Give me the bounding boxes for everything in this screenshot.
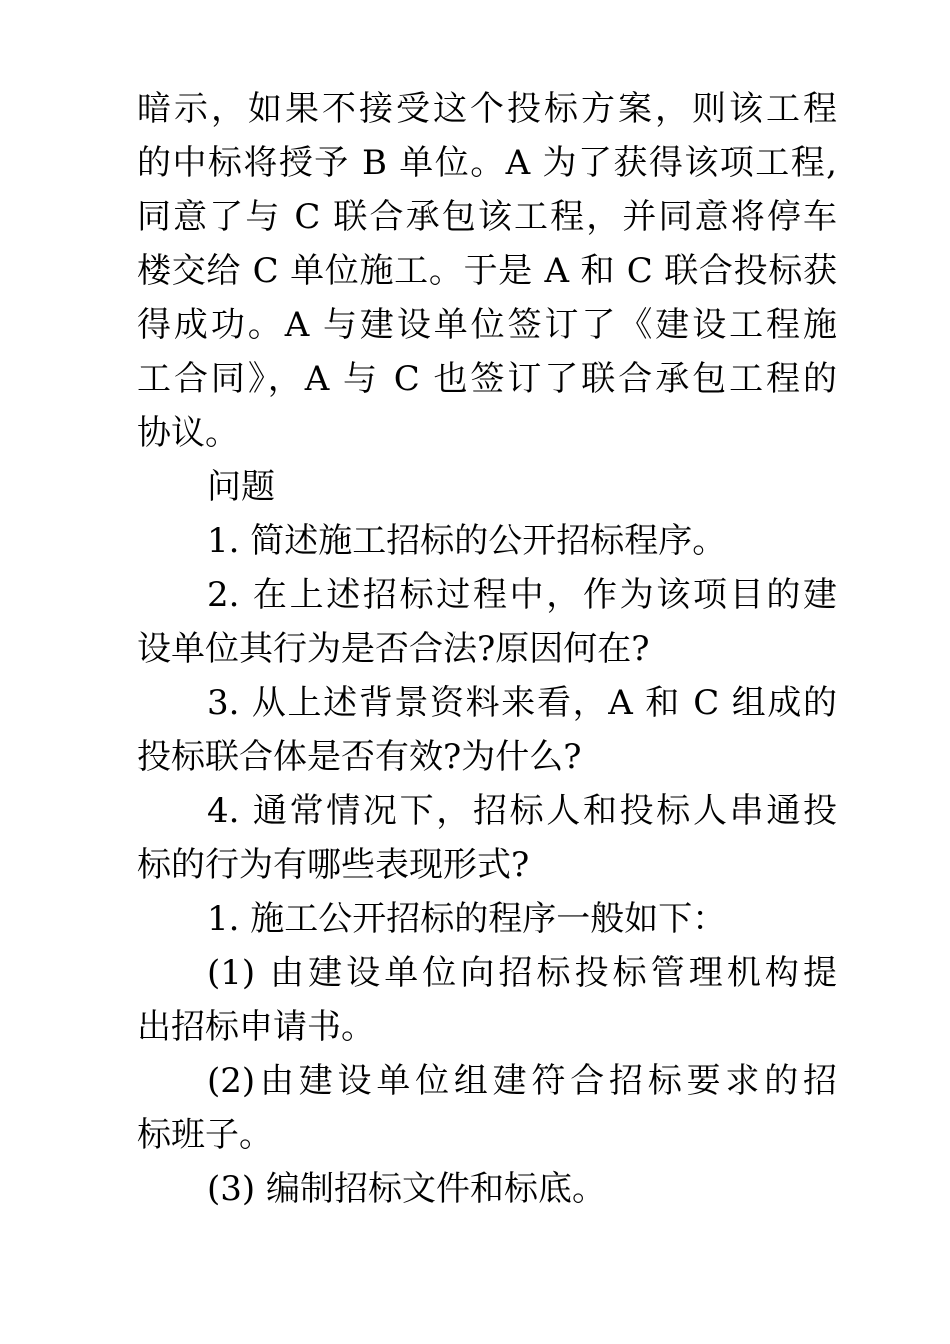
text-line-7: 协议。 xyxy=(137,413,239,453)
question-2-line-2: 设单位其行为是否合法?原因何在? xyxy=(137,629,650,669)
text-line-3: 同意了与 C 联合承包该工程，并同意将停车 xyxy=(137,197,837,237)
question-1: 1. 简述施工招标的公开招标程序。 xyxy=(207,521,727,561)
answer-step-1-line-1: (1) 由建设单位向招标投标管理机构提 xyxy=(207,953,837,993)
text-line-5: 得成功。A 与建设单位签订了《建设工程施 xyxy=(137,305,837,345)
answer-step-1-line-2: 出招标申请书。 xyxy=(137,1007,375,1047)
text-line-6: 工合同》，A 与 C 也签订了联合承包工程的 xyxy=(137,359,837,399)
text-line-2: 的中标将授予 B 单位。A 为了获得该项工程, xyxy=(137,143,837,183)
question-3-line-2: 投标联合体是否有效?为什么? xyxy=(137,737,582,777)
answer-step-2-line-1: (2)由建设单位组建符合招标要求的招 xyxy=(207,1061,837,1101)
text-line-4: 楼交给 C 单位施工。于是 A 和 C 联合投标获 xyxy=(137,251,837,291)
question-4-line-1: 4. 通常情况下，招标人和投标人串通投 xyxy=(207,791,837,831)
question-2-line-1: 2. 在上述招标过程中，作为该项目的建 xyxy=(207,575,837,615)
questions-heading: 问题 xyxy=(207,467,275,507)
question-3-line-1: 3. 从上述背景资料来看，A 和 C 组成的 xyxy=(207,683,837,723)
answer-1-heading: 1. 施工公开招标的程序一般如下： xyxy=(207,899,727,939)
document-body xyxy=(137,82,837,1216)
question-4-line-2: 标的行为有哪些表现形式? xyxy=(137,845,530,885)
answer-step-3: (3) 编制招标文件和标底。 xyxy=(207,1169,606,1209)
answer-step-2-line-2: 标班子。 xyxy=(137,1115,273,1155)
text-line-1: 暗示，如果不接受这个投标方案，则该工程 xyxy=(137,89,837,129)
